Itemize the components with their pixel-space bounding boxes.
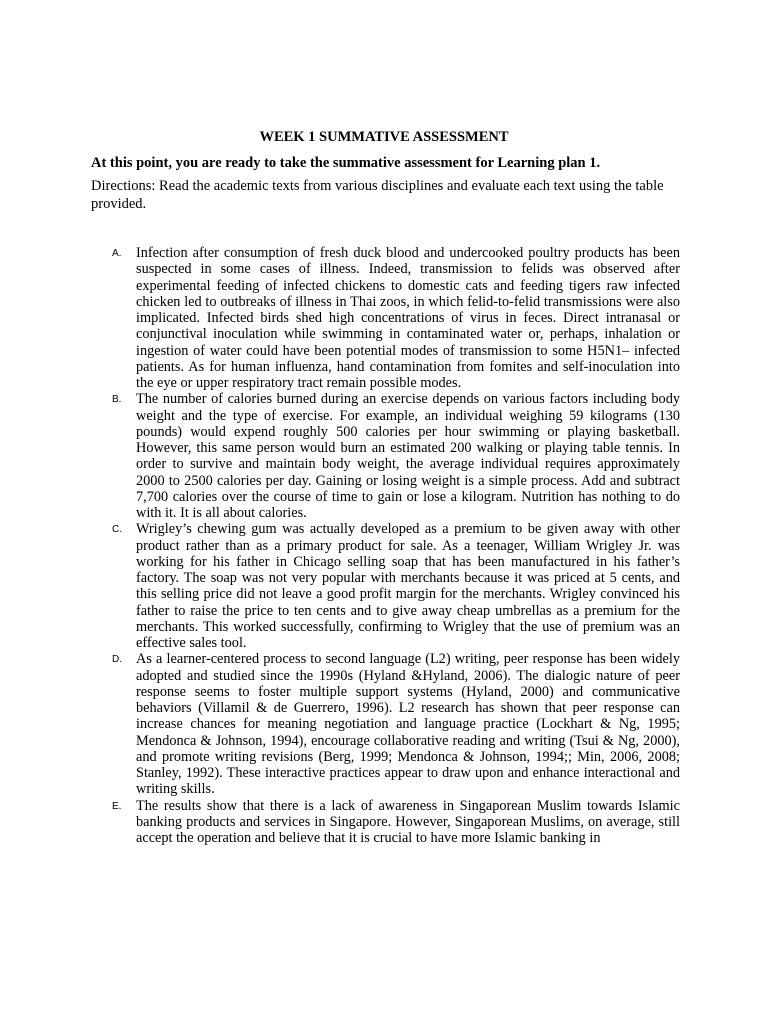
intro-text: At this point, you are ready to take the summative assessment for Learning plan 1. bbox=[91, 155, 601, 171]
list-item-d bbox=[112, 651, 680, 797]
list-marker: C. bbox=[112, 524, 122, 536]
list-item-text: Wrigley’s chewing gum was actually developed as a premium to be given away with other product rather than as a primary product for sale. As a teenager, William Wrigley Jr. was working for his father in Chicago selling soap that has been manufactured in his father’s factory. The soap was not very popular with merchants because it was priced at 5 cents, and this selling price did not leave a good profit margin for the merchants. Wrigley convinced his father to raise the price to ten cents and to give away cheap umbrellas as a premium for the merchants. This worked successfully, confirming to Wrigley that the use of premium was an effective sales tool. bbox=[136, 521, 680, 651]
list-marker: A. bbox=[112, 248, 122, 259]
page-title: WEEK 1 SUMMATIVE ASSESSMENT bbox=[259, 129, 509, 145]
list-item-a bbox=[112, 245, 680, 391]
list-item-c bbox=[112, 521, 680, 651]
text-list bbox=[112, 245, 680, 846]
list-item-text: The number of calories burned during an exercise depends on various factors including body weight and the type of exercise. For example, an individual weighing 59 kilograms (130 pounds) would expend roughly 500 calories per hour swimming or playing basketball. However, this same person would burn an estimated 200 walking or playing table tennis. In order to survive and maintain body weight, the average individual requires approximately 2000 to 2500 calories per day. Gaining or losing weight is a simple process. Add and subtract 7,700 calories over the course of time to gain or lose a kilogram. Nutrition has nothing to do with it. It is all about calories. bbox=[136, 391, 680, 521]
list-marker: B. bbox=[112, 394, 122, 406]
directions-text: Directions: Read the academic texts from various disciplines and evaluate each text using the table provided. bbox=[91, 178, 664, 212]
list-marker: D. bbox=[112, 654, 122, 666]
list-item-b bbox=[112, 391, 680, 521]
list-marker: E. bbox=[112, 800, 122, 812]
list-item-text: Infection after consumption of fresh duck blood and undercooked poultry products has been suspected in some cases of illness. Indeed, transmission to felids was observed after experimental feeding of infected chickens to domestic cats and feeding tigers raw infected chicken led to outbreaks of illness in Thai zoos, in which felid-to-felid transmissions were also implicated. Infected birds shed high concentrations of virus in feces. Direct intranasal or conjunctival inoculation while swimming in contaminated water or, perhaps, inhalation or ingestion of water could have been potential modes of transmission to some H5N1– infected patients. As for human influenza, hand contamination from fomites and self-inoculation into the eye or upper respiratory tract remain possible modes. bbox=[136, 245, 680, 391]
list-item-text: As a learner-centered process to second language (L2) writing, peer response has been widely adopted and studied since the 1990s (Hyland &Hyland, 2006). The dialogic nature of peer response seems to foster multiple support systems (Hyland, 2000) and communicative behaviors (Villamil & de Guerrero, 1996). L2 research has shown that peer response can increase chances for meaning negotiation and language practice (Lockhart & Ng, 1995; Mendonca & Johnson, 1994), encourage collaborative reading and writing (Tsui & Ng, 2000), and promote writing revisions (Berg, 1999; Mendonca & Johnson, 1994;; Min, 2006, 2008; Stanley, 1992). These interactive practices appear to draw upon and enhance interactional and writing skills. bbox=[136, 651, 680, 798]
list-item-e bbox=[112, 798, 680, 847]
list-item-text: The results show that there is a lack of awareness in Singaporean Muslim towards Islamic banking products and services in Singapore. However, Singaporean Muslims, on average, still accept the operation and believe that it is crucial to have more Islamic banking in bbox=[136, 797, 680, 846]
